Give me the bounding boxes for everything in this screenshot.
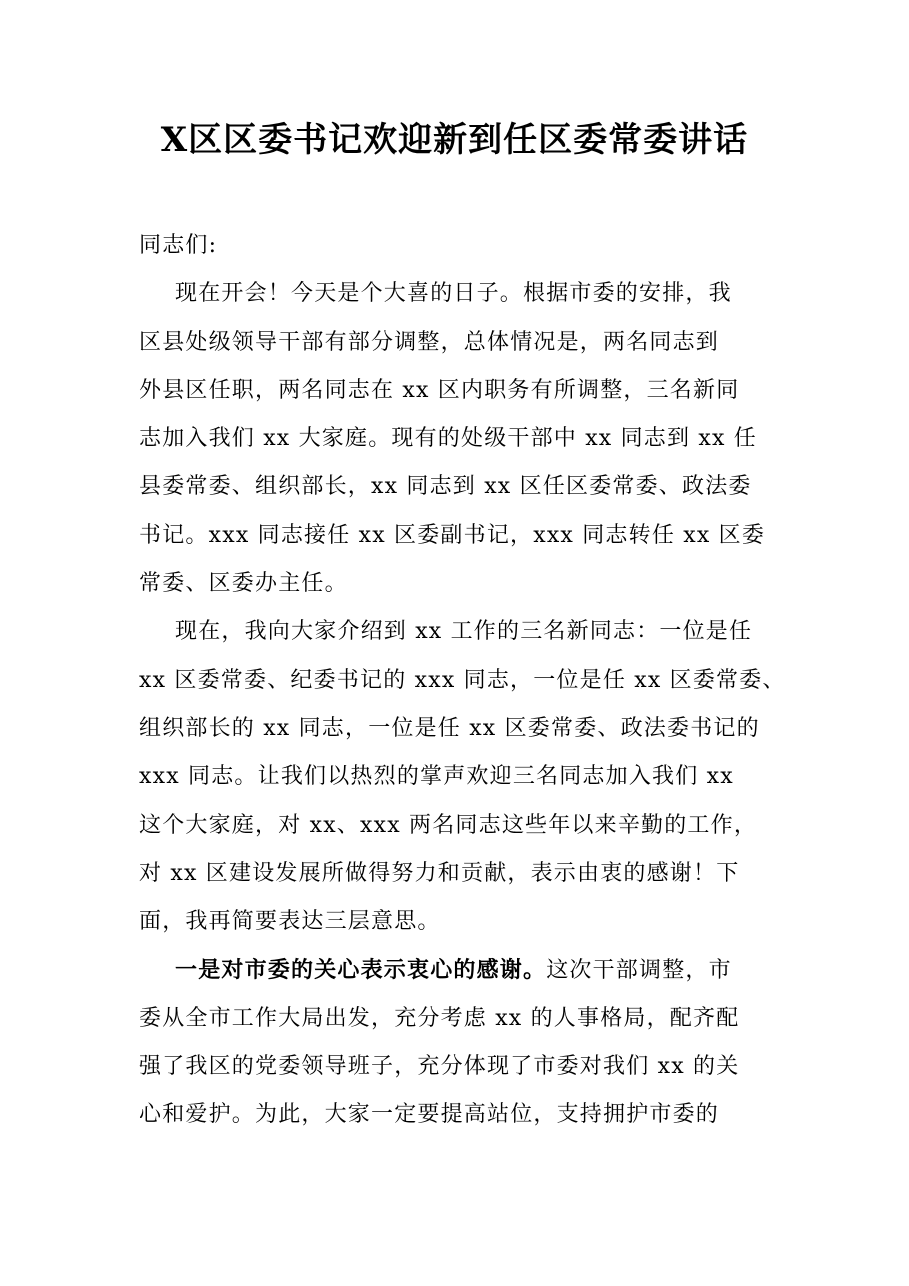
document-title: X区区委书记欢迎新到任区委常委讲话 xyxy=(160,120,749,160)
paragraph-2-line-6: 对 xx 区建设发展所做得努力和贡献，表示由衷的感谢！下 xyxy=(139,860,740,886)
paragraph-2-line-4: xxx 同志。让我们以热烈的掌声欢迎三名同志加入我们 xx xyxy=(139,764,734,790)
paragraph-2-line-3: 组织部长的 xx 同志，一位是任 xx 区委常委、政法委书记的 xyxy=(139,715,760,741)
paragraph-1-line-2: 区县处级领导干部有部分调整，总体情况是，两名同志到 xyxy=(139,329,720,355)
paragraph-3-line-1-rest: 这次干部调整，市 xyxy=(546,958,732,984)
paragraph-2-line-2: xx 区委常委、纪委书记的 xxx 同志，一位是任 xx 区委常委、 xyxy=(139,667,786,693)
paragraph-3-line-3: 强了我区的党委领导班子，充分体现了市委对我们 xx 的关 xyxy=(139,1054,740,1080)
bold-lead-text: 一是对市委的关心表示衷心的感谢。 xyxy=(175,957,547,984)
paragraph-1-line-3: 外县区任职，两名同志在 xx 区内职务有所调整，三名新同 xyxy=(139,377,740,403)
paragraph-1-line-4: 志加入我们 xx 大家庭。现有的处级干部中 xx 同志到 xx 任 xyxy=(139,426,758,452)
paragraph-3-line-1 xyxy=(139,946,779,994)
paragraph-2-line-7: 面，我再简要表达三层意思。 xyxy=(139,909,441,935)
paragraph-2-line-5: 这个大家庭，对 xx、xxx 两名同志这些年以来辛勤的工作， xyxy=(139,812,758,838)
paragraph-2-line-1: 现在，我向大家介绍到 xx 工作的三名新同志：一位是任 xyxy=(175,619,753,645)
document-body xyxy=(139,222,786,1140)
salutation-line: 同志们: xyxy=(139,233,218,258)
paragraph-1-line-5: 县委常委、组织部长，xx 同志到 xx 区任区委常委、政法委 xyxy=(139,474,752,500)
paragraph-1-line-6: 书记。xxx 同志接任 xx 区委副书记，xxx 同志转任 xx 区委 xyxy=(139,522,766,548)
paragraph-3-line-2: 委从全市工作大局出发，充分考虑 xx 的人事格局，配齐配 xyxy=(139,1005,740,1031)
paragraph-1-line-7: 常委、区委办主任。 xyxy=(139,571,348,597)
paragraph-3-line-4: 心和爱护。为此，大家一定要提高站位，支持拥护市委的 xyxy=(139,1102,720,1128)
paragraph-1-line-1: 现在开会！今天是个大喜的日子。根据市委的安排，我 xyxy=(175,281,732,307)
